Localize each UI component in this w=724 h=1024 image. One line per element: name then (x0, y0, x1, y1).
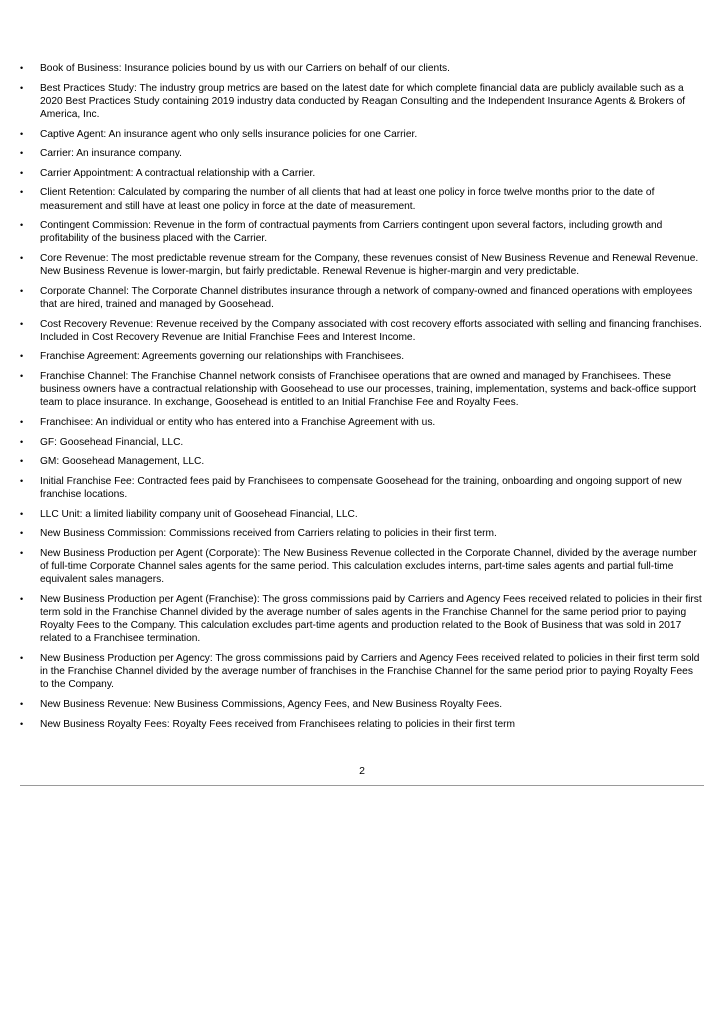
glossary-entry-text: Carrier: An insurance company. (40, 148, 182, 160)
list-item (0, 436, 724, 449)
glossary-entry-text: LLC Unit: a limited liability company unit of Goosehead Financial, LLC. (40, 508, 358, 520)
glossary-entry-text: Book of Business: Insurance policies bound by us with our Carriers on behalf of our clients. (40, 63, 450, 74)
list-item (0, 370, 724, 410)
list-item (0, 62, 724, 75)
list-item (0, 547, 724, 587)
bullet-icon: • (20, 456, 24, 467)
bullet-icon: • (20, 547, 24, 558)
list-item (0, 593, 724, 646)
glossary-entry-text: Corporate Channel: The Corporate Channel distributes insurance through a network of company-owned and financed operations with employees that are hired, trained and managed by Goosehead. (40, 285, 693, 310)
bullet-icon: • (20, 285, 24, 296)
bullet-icon: • (20, 351, 24, 362)
glossary-entry-text: Contingent Commission: Revenue in the form of contractual payments from Carriers contingent upon several factors, including growth and profitability of the business placed with the Carrier. (40, 220, 663, 245)
glossary-entry-text: New Business Production per Agency: The gross commissions paid by Carriers and Agency Fees received related to policies in their first term sold in the Franchise Channel divided by the average number of franchises in the Franchise Channel for the same period prior to paying Royalty Fees to the Company. (40, 652, 700, 691)
glossary-entry-text: New Business Revenue: New Business Commissions, Agency Fees, and New Business Royalty Fees. (40, 698, 503, 710)
bullet-icon: • (20, 63, 24, 73)
bullet-icon: • (20, 252, 24, 263)
bullet-icon: • (20, 652, 24, 663)
list-item (0, 455, 724, 468)
bullet-icon: • (20, 167, 24, 178)
list-item (0, 128, 724, 141)
list-item (0, 285, 724, 311)
glossary-entry-text: Initial Franchise Fee: Contracted fees paid by Franchisees to compensate Goosehead for the training, onboarding and ongoing support of new franchise locations. (40, 475, 682, 500)
bullet-icon: • (20, 436, 24, 447)
list-item (0, 652, 724, 692)
list-item (0, 318, 724, 344)
glossary-entry-text: Cost Recovery Revenue: Revenue received by the Company associated with cost recovery efforts associated with selling and financing franchises. Included in Cost Recovery Revenue are Initial Franchise Fees and Interest Income. (40, 318, 702, 343)
list-item (0, 416, 724, 429)
list-item (0, 508, 724, 521)
glossary-entry-text: GM: Goosehead Management, LLC. (40, 456, 205, 468)
list-item (0, 718, 724, 731)
list-item (0, 147, 724, 160)
list-item (0, 186, 724, 212)
glossary-entry-text: New Business Commission: Commissions received from Carriers relating to policies in their first term. (40, 528, 497, 540)
bullet-icon: • (20, 220, 24, 231)
bullet-icon: • (20, 718, 24, 729)
bullet-icon: • (20, 475, 24, 486)
bullet-icon: • (20, 698, 24, 709)
glossary-entry-text: New Business Royalty Fees: Royalty Fees received from Franchisees relating to policies in their first term (40, 718, 516, 730)
bullet-icon: • (20, 593, 24, 604)
bullet-icon: • (20, 148, 24, 159)
bullet-icon: • (20, 528, 24, 539)
glossary-entry-text: Franchise Channel: The Franchise Channel network consists of Franchisee operations that are owned and managed by Franchisees. These business owners have a contractual relationship with Goosehead to use our processes, training, implementation, systems and back-office support team to place insurance. In exchange, Goosehead is entitled to an Initial Franchise Fee and Royalty Fees. (40, 370, 697, 409)
glossary-entry-text: Core Revenue: The most predictable revenue stream for the Company, these revenues consist of New Business Revenue and Renewal Revenue. New Business Revenue is lower-margin, but fairly predictable. Renewal Revenue is higher-margin and very predictable. (40, 252, 699, 278)
list-item (0, 167, 724, 180)
list-item (0, 698, 724, 711)
footer-divider (20, 785, 704, 786)
list-item (0, 350, 724, 363)
list-item (0, 475, 724, 501)
bullet-icon: • (20, 508, 24, 519)
glossary-entry-text: Carrier Appointment: A contractual relationship with a Carrier. (40, 167, 316, 179)
glossary-list (0, 62, 724, 737)
list-item (0, 82, 724, 122)
glossary-entry-text: Franchisee: An individual or entity who has entered into a Franchise Agreement with us. (40, 416, 436, 428)
bullet-icon: • (20, 318, 24, 329)
bullet-icon: • (20, 187, 24, 198)
glossary-entry-text: Captive Agent: An insurance agent who only sells insurance policies for one Carrier. (40, 128, 418, 140)
bullet-icon: • (20, 416, 24, 427)
list-item (0, 219, 724, 245)
glossary-entry-text: GF: Goosehead Financial, LLC. (40, 436, 184, 448)
glossary-entry-text: Franchise Agreement: Agreements governing our relationships with Franchisees. (40, 351, 405, 363)
glossary-entry-text: Client Retention: Calculated by comparing the number of all clients that had at least one policy in force twelve months prior to the date of measurement and still have at least one policy in force at the date of measurement. (40, 187, 655, 212)
list-item (0, 527, 724, 540)
page-number: 2 (359, 765, 365, 777)
bullet-icon: • (20, 370, 24, 381)
bullet-icon: • (20, 82, 24, 93)
glossary-entry-text: New Business Production per Agent (Corporate): The New Business Revenue collected in the Corporate Channel, divided by the average number of full-time Corporate Channel sales agents for the same period. This calculation excludes interns, part-time sales agents and partial full-time equivalent sales managers. (40, 547, 697, 586)
glossary-entry-text: New Business Production per Agent (Franchise): The gross commissions paid by Carriers and Agency Fees received related to policies in their first term sold in the Franchise Channel divided by the average number of sales agents in the Franchise Channel for the same period prior to paying Royalty Fees to the Company. This calculation excludes part-time agents and production related to the Book of Business that was sold in 2017 related to a Franchisee termination. (40, 593, 702, 645)
list-item (0, 252, 724, 278)
glossary-entry-text: Best Practices Study: The industry group metrics are based on the latest date for which complete financial data are publicly available such as a 2020 Best Practices Study containing 2019 industry data conducted by Reagan Consulting and the Independent Insurance Agents & Brokers of America, Inc. (40, 82, 686, 120)
bullet-icon: • (20, 128, 24, 139)
